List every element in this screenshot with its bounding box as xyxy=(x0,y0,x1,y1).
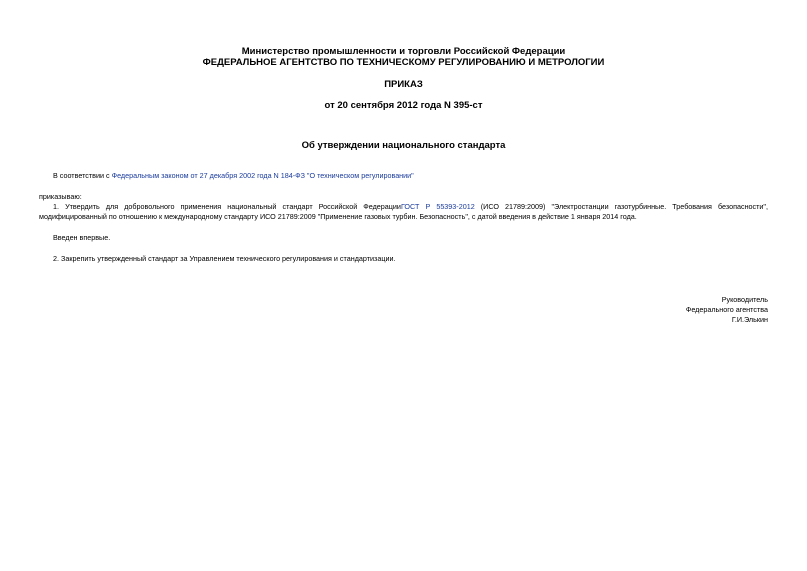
order-word: приказываю: xyxy=(39,192,82,201)
federal-law-link[interactable]: Федеральным законом от 27 декабря 2002 года N 184-ФЗ "О техническом регулировании" xyxy=(111,171,414,180)
doc-subject: Об утверждении национального стандарта xyxy=(301,140,506,151)
ministry-title: Министерство промышленности и торговли Российской Федерации xyxy=(241,46,566,57)
item-1-text-after: (ИСО 21789:2009) "Электростанции газотурбинные. Требования безопасности", модифицированный по отношению к международному стандарту ИСО 21789:2009 "Применение газовых турбин. Безопасность", с датой введения в действие 1 января 2014 года. xyxy=(39,202,768,221)
first-time-note: Введен впервые. xyxy=(53,233,111,242)
doc-type: ПРИКАЗ xyxy=(384,79,423,90)
item-2-paragraph: 2. Закрепить утвержденный стандарт за Управлением технического регулирования и стандартизации. xyxy=(53,254,396,263)
preamble xyxy=(53,171,414,181)
item-1-text-before: 1. Утвердить для добровольного применения национальный стандарт Российской Федерации xyxy=(53,202,401,211)
preamble-prefix: В соответствии с xyxy=(53,171,112,180)
signature-agency: Федерального агентства xyxy=(685,305,768,314)
item-1-paragraph xyxy=(39,202,768,222)
signature-title: Руководитель xyxy=(721,295,768,304)
agency-title: ФЕДЕРАЛЬНОЕ АГЕНТСТВО ПО ТЕХНИЧЕСКОМУ РЕГУЛИРОВАНИЮ И МЕТРОЛОГИИ xyxy=(202,57,605,68)
doc-date-number: от 20 сентября 2012 года N 395-ст xyxy=(324,100,483,111)
signature-name: Г.И.Элькин xyxy=(731,315,768,324)
gost-link[interactable]: ГОСТ Р 55393-2012 xyxy=(400,202,475,211)
